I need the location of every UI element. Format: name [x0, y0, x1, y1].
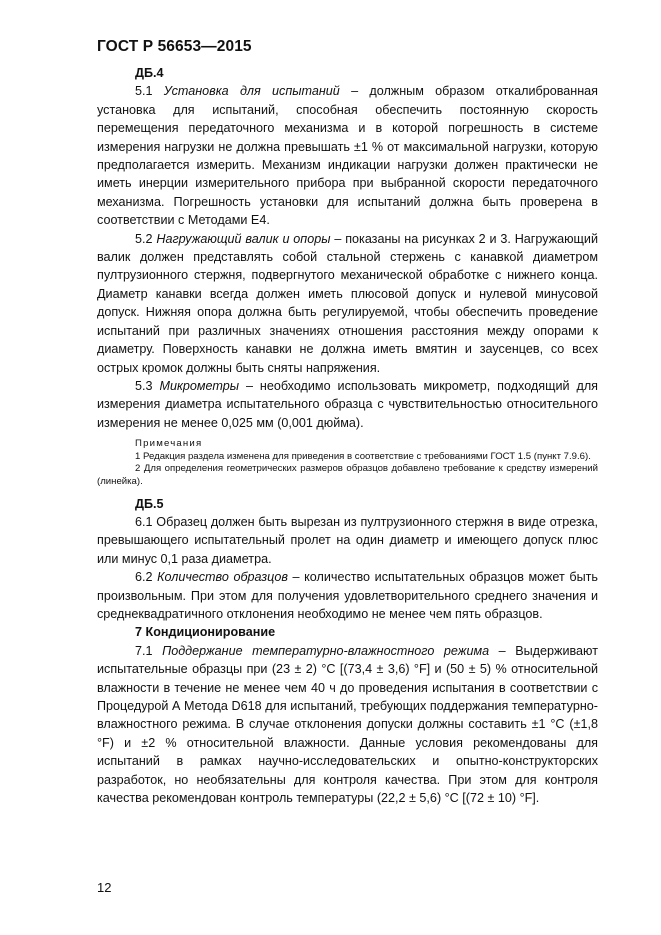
paragraph-number: 5.3 — [135, 378, 160, 393]
page-number: 12 — [97, 880, 112, 895]
notes-title: Примечания — [135, 438, 203, 450]
paragraph-term: Количество образцов — [157, 570, 288, 585]
paragraph-6-2 — [97, 568, 598, 623]
paragraph-7-1 — [97, 642, 598, 808]
notes-block — [97, 438, 598, 488]
paragraph-text: – необходимо использовать микрометр, подходящий для измерения диаметра испытательного образца с чувствительностью относительного измерения не менее 0,025 мм (0,001 дюйма). — [97, 378, 598, 430]
paragraph-term: Поддержание температурно-влажностного режима — [162, 643, 490, 658]
section-heading-7: 7 Кондиционирование — [135, 625, 276, 640]
section-heading-db4: ДБ.4 — [135, 66, 164, 80]
paragraph-text: – показаны на рисунках 2 и 3. Нагружающий валик должен представлять собой стальной стержень с канавкой диаметром пултрузионного стержня, подвергнутого механической обработке с нижнего конца. Диаметр канавки всегда должен иметь плюсовой допуск и нулевой минусовой допуск. Нижняя опора должна быть регулируемой, чтобы обеспечить проведение испытаний при различных значениях отношения расстояния между опорами к диаметру. Поверхность канавки не должна иметь вмятин и заусенцев, со всех острых кромок должны быть сняты напряжения. — [97, 231, 598, 375]
paragraph-number: 6.2 — [135, 570, 158, 585]
paragraph-6-1: 6.1 Образец должен быть вырезан из пултрузионного стержня в виде отрезка, превышающего испытательный пролет на один диаметр и имеющего допуск плюс или минус 0,1 раза диаметра. — [97, 514, 598, 566]
paragraph-term: Установка для испытаний — [163, 84, 340, 99]
note-1: 1 Редакция раздела изменена для приведения в соответствие с требованиями ГОСТ 1.5 (пункт 7.9.6). — [135, 450, 591, 462]
section-heading-db5: ДБ.5 — [135, 496, 164, 511]
note-2: 2 Для определения геометрических размеров образцов добавлено требование к средству измерений (линейка). — [97, 463, 598, 487]
paragraph-5-1 — [97, 82, 598, 229]
paragraph-term: Нагружающий валик и опоры — [156, 231, 331, 246]
paragraph-text: – Выдерживают испытательные образцы при (23 ± 2) °С [(73,4 ± 3,6) °F] и (50 ± 5) % относительной влажности в течение не менее чем 40 ч до проведения испытания в соответствии с Процедурой А Метода D618 для испытаний, требующих поддержания температурно-влажностного режима. В случае отклонения допуски должны составить ±1 °С (±1,8 °F) и ±2 % относительной влажности. Данные условия рекомендованы для испытаний в рамках научно-исследовательских и опытно-конструкторских разработок, но необязательны для контроля качества. При этом для контроля качества рекомендован контроль температуры (22,2 ± 5,6) °С [(72 ± 10) °F]. — [97, 643, 598, 805]
paragraph-number: 5.2 — [135, 231, 157, 246]
paragraph-number: 7.1 — [135, 643, 163, 658]
document-body — [97, 64, 598, 807]
paragraph-text: – должным образом откалиброванная установка для испытаний, способная обеспечить постоянную скорость перемещения передаточного механизма и в которой погрешность в системе измерения нагрузки не должна превышать ±1 % от максимальной нагрузки, которую предполагается измерить. Механизм индикации нагрузки должен практически не иметь инерции измерительного прибора при выбранной скорости передаточного механизма. Погрешность установки для испытаний должна быть проверена в соответствии с Методами Е4. — [97, 84, 598, 228]
document-header: ГОСТ Р 56653—2015 — [97, 38, 252, 55]
paragraph-5-2 — [97, 230, 598, 377]
paragraph-5-3 — [97, 377, 598, 432]
paragraph-term: Микрометры — [159, 378, 240, 393]
paragraph-number: 5.1 — [135, 84, 164, 99]
paragraph-text: – количество испытательных образцов может быть произвольным. При этом для получения удовлетворительного среднего значения и среднеквадратичного отклонения необходимо не менее чем пять образцов. — [97, 570, 598, 621]
